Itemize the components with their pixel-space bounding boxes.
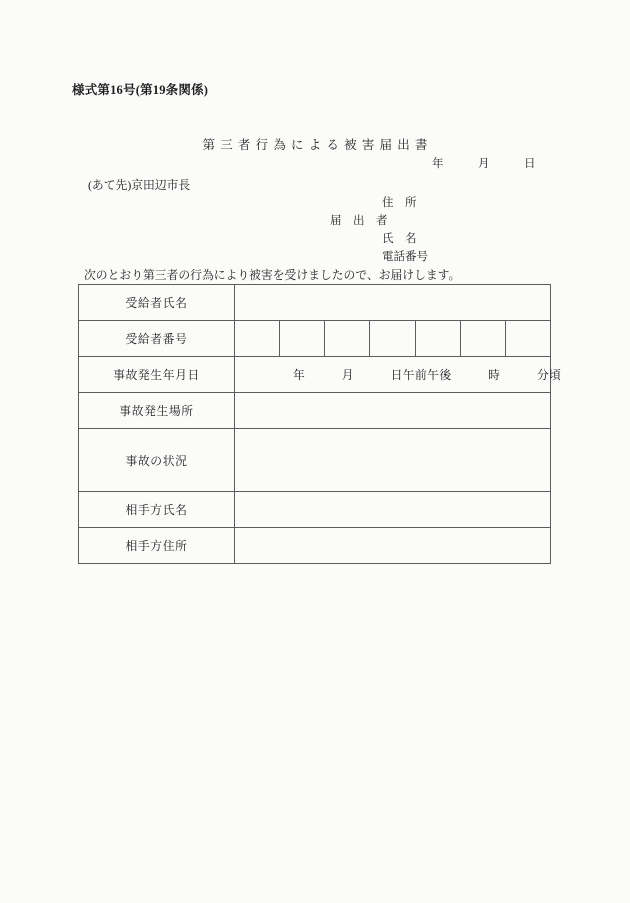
recipient-number-box-7[interactable] — [505, 321, 550, 357]
table-row — [79, 393, 551, 429]
table-row — [79, 357, 551, 393]
table-row — [79, 285, 551, 321]
submitter-row-name — [330, 230, 417, 248]
row-value-accident-place[interactable] — [235, 393, 551, 429]
row-value-counterparty-address[interactable] — [235, 528, 551, 564]
submitter-block — [330, 194, 428, 266]
row-label-counterparty-address: 相手方住所 — [79, 528, 235, 564]
addressee-line: (あて先)京田辺市長 — [88, 178, 191, 192]
row-value-counterparty-name[interactable] — [235, 492, 551, 528]
submitter-address-label: 住 所 — [382, 197, 417, 209]
recipient-number-box-5[interactable] — [415, 321, 460, 357]
submitter-row-group — [330, 212, 388, 230]
recipient-number-box-1[interactable] — [235, 321, 280, 357]
lead-sentence: 次のとおり第三者の行為により被害を受けましたので、お届けします。 — [84, 268, 461, 282]
row-label-counterparty-name: 相手方氏名 — [79, 492, 235, 528]
row-label-accident-situation: 事故の状況 — [79, 429, 235, 492]
table-row — [79, 321, 551, 357]
row-label-accident-place: 事故発生場所 — [79, 393, 235, 429]
row-value-accident-situation[interactable] — [235, 429, 551, 492]
submitter-name-label: 氏 名 — [382, 233, 417, 245]
recipient-number-box-3[interactable] — [325, 321, 370, 357]
table-row — [79, 492, 551, 528]
damage-report-table — [78, 284, 562, 564]
row-label-recipient-number: 受給者番号 — [79, 321, 235, 357]
submission-date-line: 年 月 日 — [432, 158, 536, 170]
accident-datetime-template: 年 月 日午前午後 時 分頃 — [293, 368, 562, 382]
submitter-group-label: 届 出 者 — [330, 215, 388, 227]
form-number: 様式第16号(第19条関係) — [72, 83, 209, 97]
submitter-phone-label: 電話番号 — [382, 251, 428, 263]
submitter-row-address — [330, 194, 417, 212]
submitter-row-phone — [330, 248, 428, 266]
table-row — [79, 429, 551, 492]
page-title: 第三者行為による被害届出書 — [202, 138, 433, 152]
row-value-recipient-name[interactable] — [235, 285, 551, 321]
table-row — [79, 528, 551, 564]
recipient-number-box-6[interactable] — [460, 321, 505, 357]
recipient-number-box-2[interactable] — [280, 321, 325, 357]
row-label-accident-datetime: 事故発生年月日 — [79, 357, 235, 393]
row-value-accident-datetime[interactable] — [235, 357, 562, 393]
recipient-number-box-4[interactable] — [370, 321, 415, 357]
row-label-recipient-name: 受給者氏名 — [79, 285, 235, 321]
